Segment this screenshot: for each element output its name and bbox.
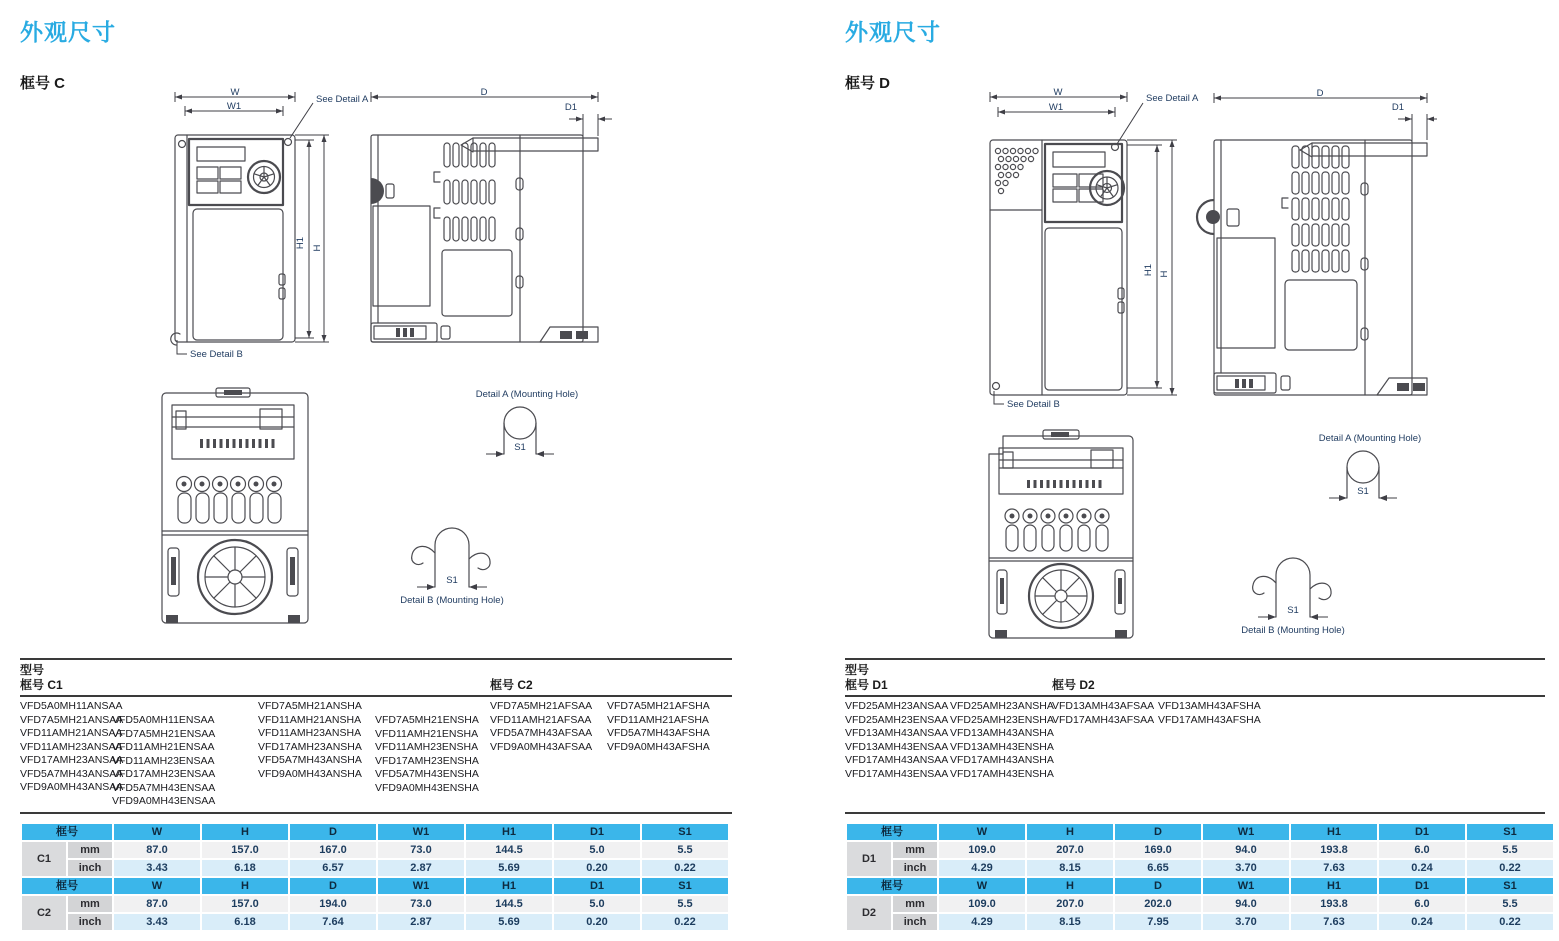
model-code: VFD9A0MH43ENSAA <box>112 795 216 807</box>
frame-d-front-view-drawing <box>985 88 1230 410</box>
model-column <box>1158 700 1261 727</box>
table-row: D2 mm 109.0 207.0 202.0 94.0 193.8 6.0 5.5 <box>847 896 1553 912</box>
model-column <box>950 700 1054 781</box>
model-section-label: 型号 <box>845 663 870 677</box>
col-w1: W1 <box>1203 824 1289 840</box>
model-code: VFD17AMH43AFSAA <box>1052 713 1155 726</box>
top-mounting-flange <box>473 138 598 151</box>
svg-text:W1: W1 <box>1048 102 1064 113</box>
cooling-fan-icon <box>198 540 272 614</box>
terminal-strip <box>371 323 450 342</box>
wiring-board <box>172 405 294 459</box>
frame-c1-label: 框号 C1 <box>20 678 63 692</box>
col-w: W <box>114 824 200 840</box>
col-s1: S1 <box>1467 824 1553 840</box>
unit-label: inch <box>68 860 112 876</box>
model-code: VFD9A0MH43AFSHA <box>607 740 710 753</box>
keypad <box>189 139 283 205</box>
col-d: D <box>1115 824 1201 840</box>
svg-text:W: W <box>1053 87 1063 98</box>
frame-d-side-view-drawing <box>1197 88 1437 408</box>
model-code: VFD11AMH23ENSHA <box>375 741 479 753</box>
divider <box>20 812 732 814</box>
unit-label: mm <box>68 842 112 858</box>
model-code: VFD7A5MH21ENSAA <box>112 727 216 740</box>
model-code: VFD7A5MH21AFSHA <box>607 700 710 712</box>
model-code: VFD9A0MH43ANSHA <box>258 767 362 780</box>
model-column <box>112 714 215 809</box>
model-code: VFD17AMH23ENSAA <box>112 768 216 780</box>
access-panel <box>442 250 512 316</box>
detail-b-caption: Detail B (Mounting Hole) <box>400 595 504 606</box>
unit-label: mm <box>68 896 112 912</box>
col-h: H <box>1027 824 1113 840</box>
svg-text:S1: S1 <box>446 575 458 586</box>
model-code: VFD5A7MH43AFSHA <box>607 727 710 739</box>
d1-dimension <box>1392 102 1437 144</box>
frame-c-heading: 框号 C <box>20 75 66 92</box>
see-detail-a-label: See Detail A <box>316 94 369 105</box>
model-code: VFD17AMH43ENSAA <box>845 767 949 780</box>
divider <box>20 658 732 660</box>
svg-text:D: D <box>480 87 488 98</box>
col-d1: D1 <box>554 824 640 840</box>
front-cover <box>1045 228 1122 390</box>
model-code: VFD13AMH43ANSHA <box>950 727 1054 739</box>
col-d: D <box>290 824 376 840</box>
frame-c-dimensions-table <box>20 822 730 932</box>
model-code: VFD17AMH23ANSHA <box>258 740 362 753</box>
frame-label: C2 <box>22 896 66 930</box>
svg-text:H1: H1 <box>1143 263 1154 277</box>
model-column <box>845 700 948 781</box>
model-code: VFD5A7MH43ANSHA <box>258 754 362 766</box>
table-row: C2 mm 87.0 157.0 194.0 73.0 144.5 5.0 5.5 <box>22 896 728 912</box>
col-s1: S1 <box>642 824 728 840</box>
model-code: VFD11AMH21ENSHA <box>375 727 479 740</box>
col-d1: D1 <box>1379 824 1465 840</box>
front-cover <box>193 209 283 340</box>
model-code: VFD13AMH43ANSAA <box>845 727 949 739</box>
unit-label: mm <box>893 842 937 858</box>
frame-d-detail-b-drawing <box>1213 525 1378 637</box>
table-row: inch 3.43 6.18 7.64 2.87 5.69 0.20 0.22 <box>22 914 728 930</box>
table-row: inch 3.43 6.18 6.57 2.87 5.69 0.20 0.22 <box>22 860 728 876</box>
svg-text:H: H <box>312 244 323 252</box>
model-code: VFD13AMH43AFSHA <box>1158 700 1261 712</box>
d-dimension <box>1214 88 1427 103</box>
mounting-hole-icon <box>1347 451 1379 483</box>
frame-d-heading: 框号 D <box>845 75 891 92</box>
model-code: VFD5A7MH43AFSAA <box>490 727 593 739</box>
vent-slots <box>1282 146 1349 272</box>
w1-dimension <box>998 102 1115 117</box>
model-code: VFD5A7MH43ENSHA <box>375 768 479 780</box>
display <box>1053 152 1105 167</box>
model-code: VFD11AMH21ANSHA <box>258 713 362 726</box>
table-row: D1 mm 109.0 207.0 169.0 94.0 193.8 6.0 5.5 <box>847 842 1553 858</box>
svg-text:S1: S1 <box>1357 486 1369 497</box>
svg-text:D1: D1 <box>564 102 578 113</box>
model-code: VFD9A0MH43ANSAA <box>20 781 124 793</box>
frame-label: D1 <box>847 842 891 876</box>
unit-label: inch <box>893 860 937 876</box>
model-code: VFD13AMH43ENSHA <box>950 740 1054 753</box>
cooling-fan-icon <box>1029 564 1093 628</box>
model-code: VFD11AMH21AFSHA <box>607 713 709 726</box>
frame-d1-label: 框号 D1 <box>845 678 888 692</box>
svg-text:H1: H1 <box>295 236 306 250</box>
see-detail-a-label: See Detail A <box>1146 93 1199 104</box>
model-code: VFD5A0MH11ANSAA <box>20 700 123 712</box>
model-code: VFD17AMH43ENSHA <box>950 767 1054 780</box>
jog-wheel-icon <box>248 161 280 193</box>
svg-text:W: W <box>230 87 240 98</box>
frame-c-detail-a-drawing <box>450 388 605 480</box>
model-code: VFD17AMH43ANSHA <box>950 754 1054 766</box>
power-terminals <box>177 477 282 524</box>
unit-label: inch <box>68 914 112 930</box>
model-code: VFD17AMH23ENSHA <box>375 754 479 767</box>
frame-d-dimensions-table <box>845 822 1555 932</box>
power-terminals <box>1005 509 1109 551</box>
model-code: VFD5A0MH11ENSAA <box>112 714 215 726</box>
model-code: VFD5A7MH43ENSAA <box>112 781 216 794</box>
h1-dimension <box>295 140 314 338</box>
vent-slots <box>434 143 495 241</box>
display <box>197 147 245 161</box>
model-code: VFD11AMH23ANSAA <box>20 740 123 753</box>
model-column <box>258 700 362 781</box>
detail-a-caption: Detail A (Mounting Hole) <box>1318 433 1422 444</box>
model-code: VFD13AMH43ENSAA <box>845 740 949 753</box>
model-column <box>1052 700 1154 727</box>
model-code: VFD25AMH23ENSAA <box>845 713 949 726</box>
col-w1: W1 <box>378 824 464 840</box>
model-code: VFD17AMH43AFSHA <box>1158 713 1261 726</box>
frame-d-detail-a-drawing <box>1293 432 1448 524</box>
left-panel <box>1217 238 1275 348</box>
col-frame: 框号 <box>22 824 112 840</box>
left-panel <box>373 206 430 306</box>
model-code: VFD17AMH23ANSAA <box>20 754 124 766</box>
mounting-hook-b-icon <box>993 383 1000 390</box>
model-column <box>607 700 710 754</box>
table-row: C1 mm 87.0 157.0 167.0 73.0 144.5 5.0 5.5 <box>22 842 728 858</box>
model-code: VFD25AMH23ANSHA <box>950 700 1054 712</box>
frame-d2-label: 框号 D2 <box>1052 678 1095 692</box>
model-code: VFD11AMH21ENSAA <box>112 741 215 753</box>
model-code: VFD7A5MH21ANSAA <box>20 713 124 726</box>
page-title-left: 外观尺寸 <box>20 19 116 45</box>
bottom-foot <box>540 327 598 342</box>
table-header-row <box>22 824 728 840</box>
w-dimension <box>990 87 1127 102</box>
bottom-foot <box>1377 378 1427 395</box>
mounting-hole-icon <box>504 407 536 439</box>
svg-text:S1: S1 <box>514 442 526 453</box>
see-detail-b-label: See Detail B <box>190 349 243 360</box>
frame-label: D2 <box>847 896 891 930</box>
screw-icon <box>179 141 186 148</box>
model-code: VFD11AMH21ANSAA <box>20 727 123 739</box>
frame-d-bottom-view-drawing <box>985 424 1137 642</box>
col-frame: 框号 <box>847 824 937 840</box>
shaft-knob-icon <box>371 178 384 204</box>
model-code: VFD9A0MH43AFSAA <box>490 740 593 753</box>
keypad <box>1045 144 1124 222</box>
detail-a-caption: Detail A (Mounting Hole) <box>475 389 579 400</box>
jog-wheel-icon <box>1090 171 1124 205</box>
svg-text:D: D <box>1316 88 1324 99</box>
access-panel <box>1285 280 1357 350</box>
table-row: inch 4.29 8.15 6.65 3.70 7.63 0.24 0.22 <box>847 860 1553 876</box>
frame-c-bottom-view-drawing <box>156 385 314 630</box>
model-column <box>20 700 123 795</box>
model-code: VFD11AMH23ENSAA <box>112 754 215 767</box>
frame-c2-label: 框号 C2 <box>490 678 533 692</box>
terminal-strip <box>1214 373 1290 393</box>
drive-body <box>1214 140 1412 395</box>
table-header-row: 框号 W H D W1 H1 D1 S1 <box>847 878 1553 894</box>
wiring-board <box>999 448 1123 494</box>
w1-dimension <box>185 101 283 116</box>
svg-text:D1: D1 <box>1391 102 1405 113</box>
model-column <box>490 700 592 754</box>
col-w: W <box>939 824 1025 840</box>
table-header-row <box>847 824 1553 840</box>
h1-dimension <box>1127 145 1162 388</box>
detail-b-caption: Detail B (Mounting Hole) <box>1241 625 1345 636</box>
unit-label: mm <box>893 896 937 912</box>
mounting-hole-a-icon <box>285 139 292 146</box>
model-code: VFD7A5MH21AFSAA <box>490 700 593 712</box>
model-code: VFD7A5MH21ENSHA <box>375 714 479 726</box>
vent-holes <box>995 148 1038 193</box>
model-section-label: 型号 <box>20 663 45 677</box>
model-code: VFD17AMH43ANSAA <box>845 754 949 766</box>
model-code: VFD5A7MH43ANSAA <box>20 767 124 780</box>
svg-text:W1: W1 <box>226 101 242 112</box>
page-title-right: 外观尺寸 <box>845 19 941 45</box>
table-header-row: 框号 W H D W1 H1 D1 S1 <box>22 878 728 894</box>
svg-text:H: H <box>1159 270 1170 278</box>
model-code: VFD7A5MH21ANSHA <box>258 700 362 712</box>
frame-c-side-view-drawing <box>366 88 616 358</box>
divider <box>845 658 1545 660</box>
d1-dimension <box>565 102 612 140</box>
divider <box>845 695 1545 697</box>
model-code: VFD9A0MH43ENSHA <box>375 781 479 794</box>
col-h: H <box>202 824 288 840</box>
col-h1: H1 <box>1291 824 1377 840</box>
model-code: VFD25AMH23ENSHA <box>950 713 1054 726</box>
frame-c-detail-b-drawing <box>372 495 537 607</box>
w-dimension <box>175 87 295 102</box>
model-code: VFD13AMH43AFSAA <box>1052 700 1155 712</box>
d-dimension <box>371 87 598 102</box>
see-detail-b-label: See Detail B <box>1007 399 1060 410</box>
model-code: VFD25AMH23ANSAA <box>845 700 949 712</box>
divider <box>20 695 732 697</box>
unit-label: inch <box>893 914 937 930</box>
table-row: inch 4.29 8.15 7.95 3.70 7.63 0.24 0.22 <box>847 914 1553 930</box>
svg-text:S1: S1 <box>1287 605 1299 616</box>
frame-label: C1 <box>22 842 66 876</box>
col-h1: H1 <box>466 824 552 840</box>
model-column <box>375 714 479 795</box>
model-code: VFD11AMH21AFSAA <box>490 713 592 726</box>
divider <box>845 812 1545 814</box>
model-code: VFD11AMH23ANSHA <box>258 727 362 739</box>
